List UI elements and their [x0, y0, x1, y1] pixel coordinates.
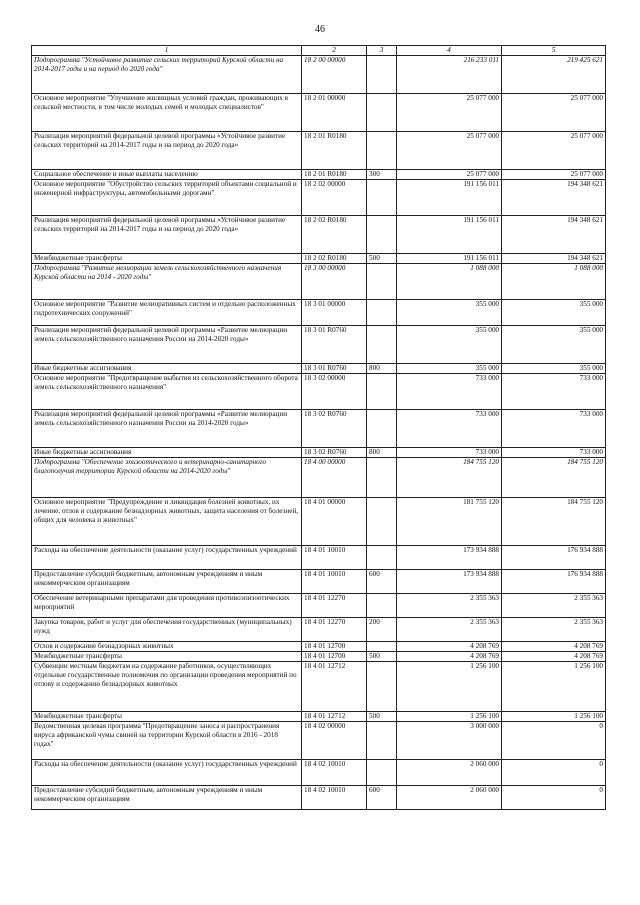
row-value-2017: 1 088 000: [397, 264, 502, 300]
table-row: [32, 374, 606, 410]
row-value-2018: 1 256 100: [502, 662, 606, 712]
row-value-2017: 1 256 100: [397, 712, 502, 722]
table-row: [32, 326, 606, 364]
row-code: 18 4 01 10010: [302, 546, 367, 570]
row-value-2018: 355 000: [502, 326, 606, 364]
row-name: Основное мероприятие "Предупреждение и ликвидация болезней животных, их лечение, отлов и содержание безнадзорных животных, защита населения от болезней, общих для человека и животных": [32, 498, 302, 546]
table-body: [32, 56, 606, 810]
row-code: 18 2 01 R0180: [302, 170, 367, 180]
row-type: 600: [367, 786, 397, 810]
row-type: [367, 374, 397, 410]
row-value-2017: 216 233 011: [397, 56, 502, 94]
row-name: Основное мероприятие "Улучшение жилищных условий граждан, проживающих в сельской местности, в том числе молодых семей и молодых специалистов": [32, 94, 302, 132]
row-type: [367, 458, 397, 498]
row-name: Реализация мероприятий федеральной целевой программы «Устойчивое развитие сельских территорий на 2014-2017 годы и на период до 2020 года»: [32, 216, 302, 254]
table-row: [32, 458, 606, 498]
row-code: 18 3 01 R0760: [302, 326, 367, 364]
row-value-2018: 176 934 888: [502, 570, 606, 594]
row-value-2017: 1 256 100: [397, 662, 502, 712]
row-value-2018: 355 000: [502, 364, 606, 374]
row-value-2018: 733 000: [502, 374, 606, 410]
row-code: 18 2 01 00000: [302, 94, 367, 132]
row-value-2017: 733 000: [397, 448, 502, 458]
header-col-1: 1: [32, 46, 302, 56]
row-value-2018: 194 348 621: [502, 180, 606, 216]
row-value-2017: 2 060 000: [397, 760, 502, 786]
table-row: [32, 56, 606, 94]
row-value-2018: 4 208 769: [502, 652, 606, 662]
row-name: Реализация мероприятий федеральной целевой программы «Развитие мелиорации земель сельскохозяйственного назначения России на 2014-2020 годы»: [32, 326, 302, 364]
header-col-4: 4: [397, 46, 502, 56]
table-row: [32, 722, 606, 760]
header-col-5: 5: [502, 46, 606, 56]
row-type: [367, 132, 397, 170]
row-type: [367, 662, 397, 712]
row-value-2017: 25 077 000: [397, 132, 502, 170]
row-type: [367, 722, 397, 760]
row-name: Основное мероприятие "Предотвращение выбытия из сельскохозяйственного оборота земель сельскохозяйственного назначения": [32, 374, 302, 410]
table-row: [32, 300, 606, 326]
row-name: Межбюджетные трансферты: [32, 712, 302, 722]
row-type: [367, 326, 397, 364]
row-name: Обеспечение ветеринарными препаратами для проведения противоэпизоотических мероприятий: [32, 594, 302, 618]
row-name: Иные бюджетные ассигнования: [32, 448, 302, 458]
row-code: 18 4 02 10010: [302, 760, 367, 786]
table-row: [32, 652, 606, 662]
page-number: 46: [315, 24, 325, 35]
table-row: [32, 786, 606, 810]
row-type: [367, 216, 397, 254]
row-type: [367, 594, 397, 618]
row-value-2017: 191 156 011: [397, 180, 502, 216]
row-value-2017: 4 208 769: [397, 652, 502, 662]
row-name: Иные бюджетные ассигнования: [32, 364, 302, 374]
row-type: [367, 56, 397, 94]
row-code: 18 2 02 R0180: [302, 254, 367, 264]
table-row: [32, 410, 606, 448]
table-row: [32, 94, 606, 132]
row-type: [367, 94, 397, 132]
row-value-2017: 173 934 888: [397, 570, 502, 594]
row-code: 18 2 00 00000: [302, 56, 367, 94]
row-value-2017: 191 156 011: [397, 216, 502, 254]
row-value-2018: 25 077 000: [502, 132, 606, 170]
row-value-2018: 2 355 363: [502, 618, 606, 642]
row-value-2017: 191 156 011: [397, 254, 502, 264]
row-type: [367, 546, 397, 570]
row-name: Подпрограмма "Развитие мелиорации земель сельскохозяйственного назначения Курской области на 2014 - 2020 годы": [32, 264, 302, 300]
row-value-2017: 173 934 888: [397, 546, 502, 570]
table-row: [32, 760, 606, 786]
table-row: [32, 264, 606, 300]
row-name: Межбюджетные трансферты: [32, 254, 302, 264]
row-code: 18 2 02 00000: [302, 180, 367, 216]
row-type: 800: [367, 364, 397, 374]
row-code: 18 2 02 R0180: [302, 216, 367, 254]
table-row: [32, 642, 606, 652]
row-code: 18 4 02 00000: [302, 722, 367, 760]
row-value-2018: 176 934 888: [502, 546, 606, 570]
row-name: Предоставление субсидий бюджетным, автономным учреждениям и иным некоммерческим организациям: [32, 786, 302, 810]
row-code: 18 4 01 12712: [302, 712, 367, 722]
header-col-2: 2: [302, 46, 367, 56]
row-value-2018: 194 348 621: [502, 216, 606, 254]
row-name: Подпрограмма "Устойчивое развитие сельских территорий Курской области на 2014-2017 годы и на период до 2020 года": [32, 56, 302, 94]
row-type: [367, 264, 397, 300]
row-code: 18 4 01 00000: [302, 498, 367, 546]
row-value-2018: 1 256 100: [502, 712, 606, 722]
row-value-2017: 355 000: [397, 300, 502, 326]
row-value-2018: 25 077 000: [502, 170, 606, 180]
row-code: 18 4 00 00000: [302, 458, 367, 498]
row-name: Реализация мероприятий федеральной целевой программы «Развитие мелиорации земель сельскохозяйственного назначения России на 2014-2020 годы»: [32, 410, 302, 448]
row-value-2017: 25 077 000: [397, 94, 502, 132]
row-type: [367, 300, 397, 326]
row-code: 18 4 01 12270: [302, 618, 367, 642]
row-code: 18 3 01 R0760: [302, 364, 367, 374]
row-value-2017: 2 355 363: [397, 618, 502, 642]
table-row: [32, 618, 606, 642]
row-value-2018: 184 755 120: [502, 458, 606, 498]
header-col-3: 3: [367, 46, 397, 56]
row-type: [367, 180, 397, 216]
row-name: Реализация мероприятий федеральной целевой программы «Устойчивое развитие сельских территорий на 2014-2017 годы и на период до 2020 года»: [32, 132, 302, 170]
row-value-2017: 184 755 120: [397, 458, 502, 498]
table-row: [32, 170, 606, 180]
row-code: 18 4 02 10010: [302, 786, 367, 810]
row-name: Ведомственная целевая программа "Предотвращение заноса и распространения вируса африканской чумы свиней на территории Курской области в 2016 - 2018 годах": [32, 722, 302, 760]
table-row: [32, 254, 606, 264]
row-value-2017: 3 000 000: [397, 722, 502, 760]
row-value-2017: 181 755 120: [397, 498, 502, 546]
row-value-2018: 184 755 120: [502, 498, 606, 546]
row-name: Основное мероприятие "Обустройство сельских территорий объектами социальной и инженерной инфраструктуры, автомобильными дорогами": [32, 180, 302, 216]
row-type: [367, 760, 397, 786]
row-value-2018: 0: [502, 722, 606, 760]
row-code: 18 4 01 12270: [302, 594, 367, 618]
row-type: 200: [367, 618, 397, 642]
row-value-2017: 4 208 769: [397, 642, 502, 652]
row-code: 18 4 01 10010: [302, 570, 367, 594]
table-row: [32, 216, 606, 254]
row-code: 18 4 01 12700: [302, 642, 367, 652]
row-value-2018: 219 425 621: [502, 56, 606, 94]
row-code: 18 3 02 R0760: [302, 410, 367, 448]
row-type: 500: [367, 652, 397, 662]
row-name: Закупка товаров, работ и услуг для обеспечения государственных (муниципальных) нужд: [32, 618, 302, 642]
row-value-2017: 355 000: [397, 364, 502, 374]
row-value-2018: 25 077 000: [502, 94, 606, 132]
table-row: [32, 448, 606, 458]
row-type: 600: [367, 570, 397, 594]
row-value-2018: 0: [502, 760, 606, 786]
row-value-2018: 733 000: [502, 410, 606, 448]
row-value-2017: 733 000: [397, 374, 502, 410]
table-row: [32, 180, 606, 216]
row-value-2017: 25 077 000: [397, 170, 502, 180]
row-value-2018: 355 000: [502, 300, 606, 326]
row-value-2017: 2 355 363: [397, 594, 502, 618]
table-row: [32, 364, 606, 374]
row-value-2017: 355 000: [397, 326, 502, 364]
row-name: Подпрограмма "Обеспечение эпизоотического и ветеринарно-санитарного благополучия территории Курской области на 2014-2020 годы": [32, 458, 302, 498]
table-row: [32, 570, 606, 594]
table-row: [32, 498, 606, 546]
table-row: [32, 712, 606, 722]
row-type: [367, 498, 397, 546]
table-row: [32, 662, 606, 712]
row-name: Межбюджетные трансферты: [32, 652, 302, 662]
row-name: Отлов и содержание безнадзорных животных: [32, 642, 302, 652]
row-type: 500: [367, 254, 397, 264]
row-code: 18 3 02 R0760: [302, 448, 367, 458]
row-value-2018: 4 208 769: [502, 642, 606, 652]
row-code: 18 2 01 R0180: [302, 132, 367, 170]
row-value-2017: 2 060 000: [397, 786, 502, 810]
row-code: 18 4 01 12700: [302, 652, 367, 662]
row-name: Расходы на обеспечение деятельности (оказание услуг) государственных учреждений: [32, 546, 302, 570]
row-type: 300: [367, 170, 397, 180]
row-type: 500: [367, 712, 397, 722]
table-row: [32, 546, 606, 570]
header-row: [32, 46, 606, 56]
table-row: [32, 594, 606, 618]
row-value-2018: 194 348 621: [502, 254, 606, 264]
row-value-2017: 733 000: [397, 410, 502, 448]
row-value-2018: 2 355 363: [502, 594, 606, 618]
row-name: Основное мероприятие "Развитие мелиоративных систем и отдельно расположенных гидротехнических сооружений": [32, 300, 302, 326]
row-value-2018: 733 000: [502, 448, 606, 458]
row-type: 800: [367, 448, 397, 458]
row-value-2018: 0: [502, 786, 606, 810]
row-type: [367, 642, 397, 652]
row-code: 18 3 00 00000: [302, 264, 367, 300]
row-name: Расходы на обеспечение деятельности (оказание услуг) государственных учреждений: [32, 760, 302, 786]
budget-table: [31, 45, 606, 810]
table-row: [32, 132, 606, 170]
row-code: 18 4 01 12712: [302, 662, 367, 712]
row-code: 18 3 01 00000: [302, 300, 367, 326]
row-name: Субвенции местным бюджетам на содержание работников, осуществляющих отдельные государственные полномочия по организации проведения мероприятий по отлову и содержанию безнадзорных животных: [32, 662, 302, 712]
row-code: 18 3 02 00000: [302, 374, 367, 410]
row-name: Предоставление субсидий бюджетным, автономным учреждениям и иным некоммерческим организациям: [32, 570, 302, 594]
row-type: [367, 410, 397, 448]
row-value-2018: 1 088 000: [502, 264, 606, 300]
row-name: Социальное обеспечение и иные выплаты населению: [32, 170, 302, 180]
